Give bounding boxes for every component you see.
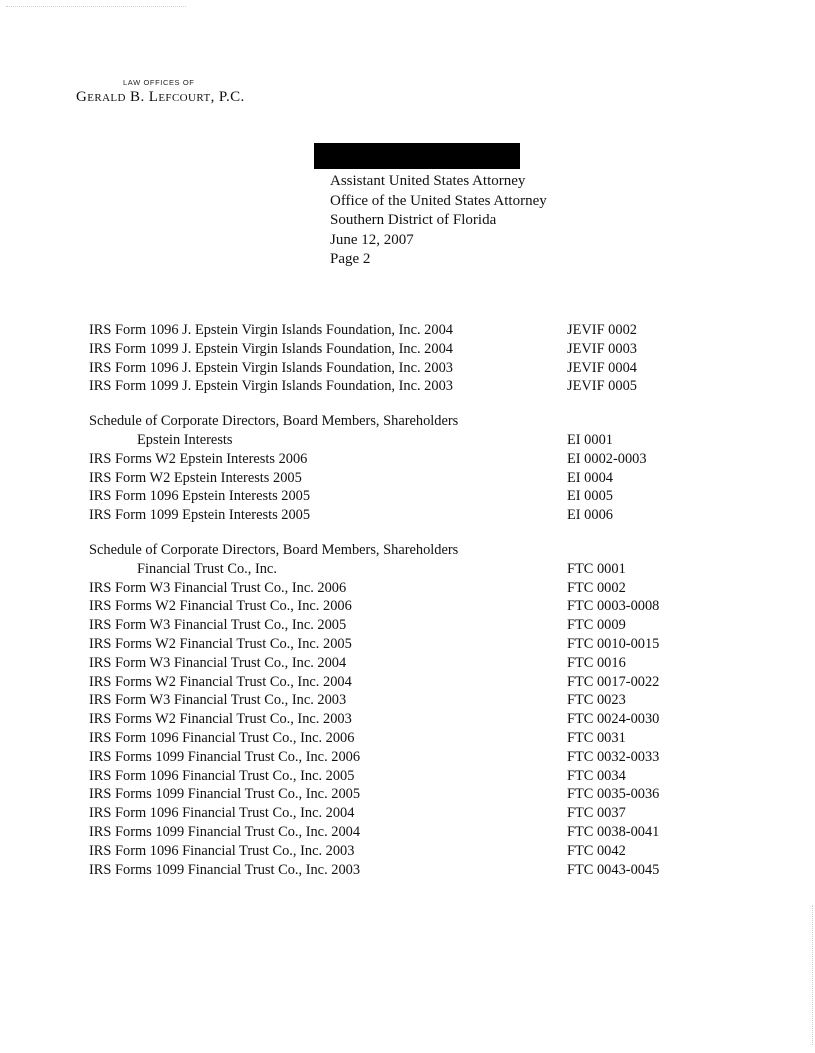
item-description: IRS Form W2 Epstein Interests 2005: [89, 469, 302, 486]
item-description: IRS Forms W2 Epstein Interests 2006: [89, 450, 308, 467]
item-description: IRS Form 1096 Financial Trust Co., Inc. 2003: [89, 842, 355, 859]
redaction-block: [314, 143, 520, 169]
item-description: IRS Forms 1099 Financial Trust Co., Inc. 2003: [89, 861, 361, 878]
index-row: [89, 377, 689, 396]
item-description: IRS Form 1099 J. Epstein Virgin Islands Foundation, Inc. 2003: [89, 378, 453, 395]
group-spacer: [89, 525, 689, 541]
bates-number: JEVIF 0005: [567, 378, 637, 395]
index-row: [89, 616, 689, 635]
index-row: [89, 560, 689, 579]
document-index-list: [89, 321, 689, 879]
scan-artifact: [6, 6, 186, 8]
index-row: [89, 579, 689, 598]
bates-number: FTC 0032-0033: [567, 748, 660, 765]
group-spacer: [89, 396, 689, 412]
bates-number: FTC 0024-0030: [567, 711, 660, 728]
index-row: [89, 654, 689, 673]
bates-number: JEVIF 0002: [567, 322, 637, 338]
bates-number: FTC 0038-0041: [567, 823, 660, 840]
index-row: [89, 635, 689, 654]
item-description: Schedule of Corporate Directors, Board Members, Shareholders: [89, 541, 459, 558]
item-description: IRS Form 1096 J. Epstein Virgin Islands Foundation, Inc. 2003: [89, 359, 453, 376]
item-description: IRS Forms W2 Financial Trust Co., Inc. 2006: [89, 598, 352, 615]
index-row: [89, 431, 689, 450]
index-row: [89, 804, 689, 823]
recipient-block: [330, 172, 547, 270]
index-row: [89, 748, 689, 767]
item-description: IRS Form W3 Financial Trust Co., Inc. 2005: [89, 617, 347, 634]
item-description: IRS Form 1099 Epstein Interests 2005: [89, 507, 311, 524]
index-row: [89, 487, 689, 506]
bates-number: EI 0004: [567, 469, 613, 486]
bates-number: JEVIF 0003: [567, 340, 637, 357]
index-row: [89, 359, 689, 378]
letter-date: June 12, 2007: [330, 231, 414, 248]
bates-number: FTC 0001: [567, 560, 626, 577]
index-row: [89, 842, 689, 861]
item-description: IRS Forms W2 Financial Trust Co., Inc. 2004: [89, 673, 352, 690]
recipient-office: Office of the United States Attorney: [330, 192, 547, 209]
index-row: [89, 469, 689, 488]
index-row: [89, 710, 689, 729]
index-row: [89, 506, 689, 525]
scan-edge-artifact: [812, 905, 814, 1045]
bates-number: FTC 0034: [567, 767, 626, 784]
index-row: [89, 541, 689, 560]
bates-number: EI 0002-0003: [567, 450, 647, 467]
item-description: IRS Forms W2 Financial Trust Co., Inc. 2005: [89, 635, 352, 652]
item-description: IRS Form 1099 J. Epstein Virgin Islands Foundation, Inc. 2004: [89, 340, 453, 357]
bates-number: EI 0005: [567, 488, 613, 505]
bates-number: FTC 0037: [567, 805, 626, 822]
item-description: IRS Forms 1099 Financial Trust Co., Inc. 2006: [89, 748, 361, 765]
bates-number: FTC 0042: [567, 842, 626, 859]
letterhead-firm-label: LAW OFFICES OF: [123, 78, 195, 87]
bates-number: FTC 0003-0008: [567, 598, 660, 615]
index-row: [89, 767, 689, 786]
item-description: IRS Form W3 Financial Trust Co., Inc. 2004: [89, 654, 347, 671]
bates-number: FTC 0043-0045: [567, 861, 660, 878]
page-number: Page 2: [330, 251, 371, 267]
index-row: [89, 412, 689, 431]
bates-number: FTC 0017-0022: [567, 673, 660, 690]
bates-number: FTC 0035-0036: [567, 786, 660, 803]
letterhead-firm-name: Gerald B. Lefcourt, P.C.: [76, 89, 245, 105]
index-row: [89, 785, 689, 804]
index-row: [89, 861, 689, 880]
bates-number: FTC 0023: [567, 692, 626, 709]
bates-number: EI 0001: [567, 431, 613, 448]
bates-number: EI 0006: [567, 507, 613, 524]
item-description: IRS Form 1096 J. Epstein Virgin Islands Foundation, Inc. 2004: [89, 322, 453, 338]
index-row: [89, 597, 689, 616]
item-description: IRS Forms 1099 Financial Trust Co., Inc. 2004: [89, 823, 361, 840]
bates-number: FTC 0010-0015: [567, 635, 660, 652]
item-description: Schedule of Corporate Directors, Board Members, Shareholders: [89, 413, 459, 430]
item-description: IRS Form W3 Financial Trust Co., Inc. 2006: [89, 579, 347, 596]
index-row: [89, 321, 689, 340]
recipient-district: Southern District of Florida: [330, 212, 497, 228]
index-row: [89, 823, 689, 842]
item-description: IRS Form 1096 Financial Trust Co., Inc. 2004: [89, 805, 355, 822]
item-description: IRS Form W3 Financial Trust Co., Inc. 2003: [89, 692, 347, 709]
bates-number: FTC 0031: [567, 729, 626, 746]
item-description: IRS Forms W2 Financial Trust Co., Inc. 2003: [89, 711, 352, 728]
bates-number: JEVIF 0004: [567, 359, 637, 376]
index-row: [89, 729, 689, 748]
item-description: Financial Trust Co., Inc.: [137, 560, 277, 577]
bates-number: FTC 0009: [567, 617, 626, 634]
item-description: IRS Form 1096 Epstein Interests 2005: [89, 488, 311, 505]
index-row: [89, 691, 689, 710]
index-row: [89, 450, 689, 469]
item-description: Epstein Interests: [137, 431, 233, 448]
item-description: IRS Form 1096 Financial Trust Co., Inc. 2005: [89, 767, 355, 784]
bates-number: FTC 0016: [567, 654, 626, 671]
item-description: IRS Form 1096 Financial Trust Co., Inc. 2006: [89, 729, 355, 746]
recipient-title: Assistant United States Attorney: [330, 173, 526, 189]
index-row: [89, 673, 689, 692]
bates-number: FTC 0002: [567, 579, 626, 596]
index-row: [89, 340, 689, 359]
item-description: IRS Forms 1099 Financial Trust Co., Inc. 2005: [89, 786, 361, 803]
